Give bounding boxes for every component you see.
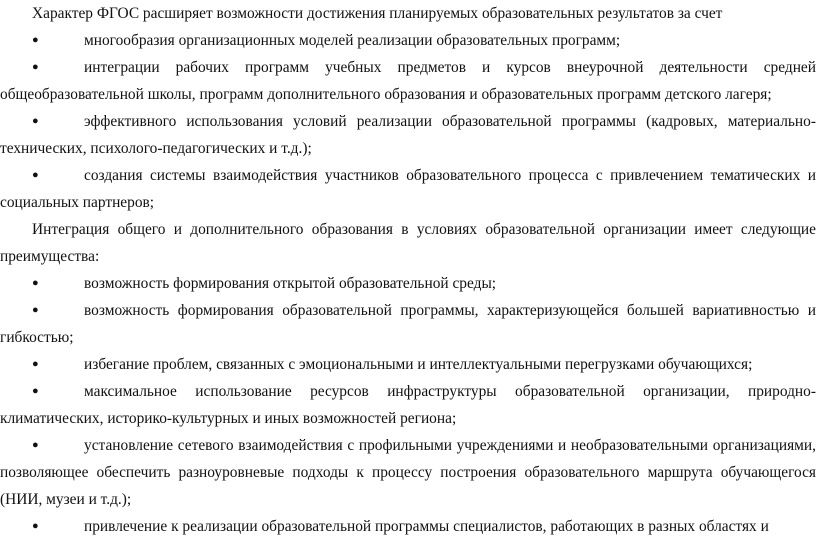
bullet-text: интеграции рабочих программ учебных предметов и курсов внеурочной деятельности средней общеобразовательной школы, программ дополнительного образования и образовательных программ детского лагеря; bbox=[0, 59, 816, 103]
bullet-icon: ● bbox=[32, 277, 39, 289]
bullet-text: создания системы взаимодействия участников образовательного процесса с привлечением тематических и социальных партнеров; bbox=[0, 167, 816, 211]
bullet-icon: ● bbox=[32, 115, 39, 127]
bullet-item bbox=[0, 54, 816, 108]
bullet-item bbox=[0, 513, 816, 540]
bullet-item bbox=[0, 297, 816, 351]
bullet-icon: ● bbox=[32, 304, 39, 316]
bullet-item bbox=[0, 162, 816, 216]
bullet-item bbox=[0, 432, 816, 513]
bullet-icon: ● bbox=[32, 358, 39, 370]
intro-paragraph bbox=[0, 0, 816, 27]
bullet-icon: ● bbox=[32, 520, 39, 532]
bullet-icon: ● bbox=[32, 439, 39, 451]
bullet-text: эффективного использования условий реализации образовательной программы (кадровых, материально-технических, психолого-педагогических и т.д.); bbox=[0, 113, 816, 157]
bullet-text: избегание проблем, связанных с эмоциональными и интеллектуальными перегрузками обучающихся; bbox=[84, 356, 753, 373]
paragraph-text: Интеграция общего и дополнительного образования в условиях образовательной организации имеет следующие преимущества: bbox=[0, 221, 816, 265]
bullet-text: возможность формирования образовательной программы, характеризующейся большей вариативностью и гибкостью; bbox=[0, 302, 816, 346]
paragraph-text: Характер ФГОС расширяет возможности достижения планируемых образовательных результатов за счет bbox=[32, 5, 723, 22]
bullet-item bbox=[0, 378, 816, 432]
bullet-item bbox=[0, 27, 816, 54]
bullet-icon: ● bbox=[32, 169, 39, 181]
bullet-text: установление сетевого взаимодействия с профильными учреждениями и необразовательными организациями, позволяющее обеспечить разноуровневые подходы к процессу построения образовательного маршрута обучающегося (НИИ, музеи и т.д.); bbox=[0, 437, 816, 508]
bullet-item bbox=[0, 108, 816, 162]
bullet-text: многообразия организационных моделей реализации образовательных программ; bbox=[84, 32, 621, 49]
bullet-icon: ● bbox=[32, 385, 39, 397]
bullet-text: возможность формирования открытой образовательной среды; bbox=[84, 275, 497, 292]
intro-paragraph bbox=[0, 216, 816, 270]
bullet-text: максимальное использование ресурсов инфраструктуры образовательной организации, природно-климатических, историко-культурных и иных возможностей региона; bbox=[0, 383, 816, 427]
bullet-icon: ● bbox=[32, 34, 39, 46]
bullet-item bbox=[0, 351, 816, 378]
bullet-item bbox=[0, 270, 816, 297]
bullet-icon: ● bbox=[32, 61, 39, 73]
bullet-text: привлечение к реализации образовательной программы специалистов, работающих в разных областях и bbox=[84, 518, 769, 535]
